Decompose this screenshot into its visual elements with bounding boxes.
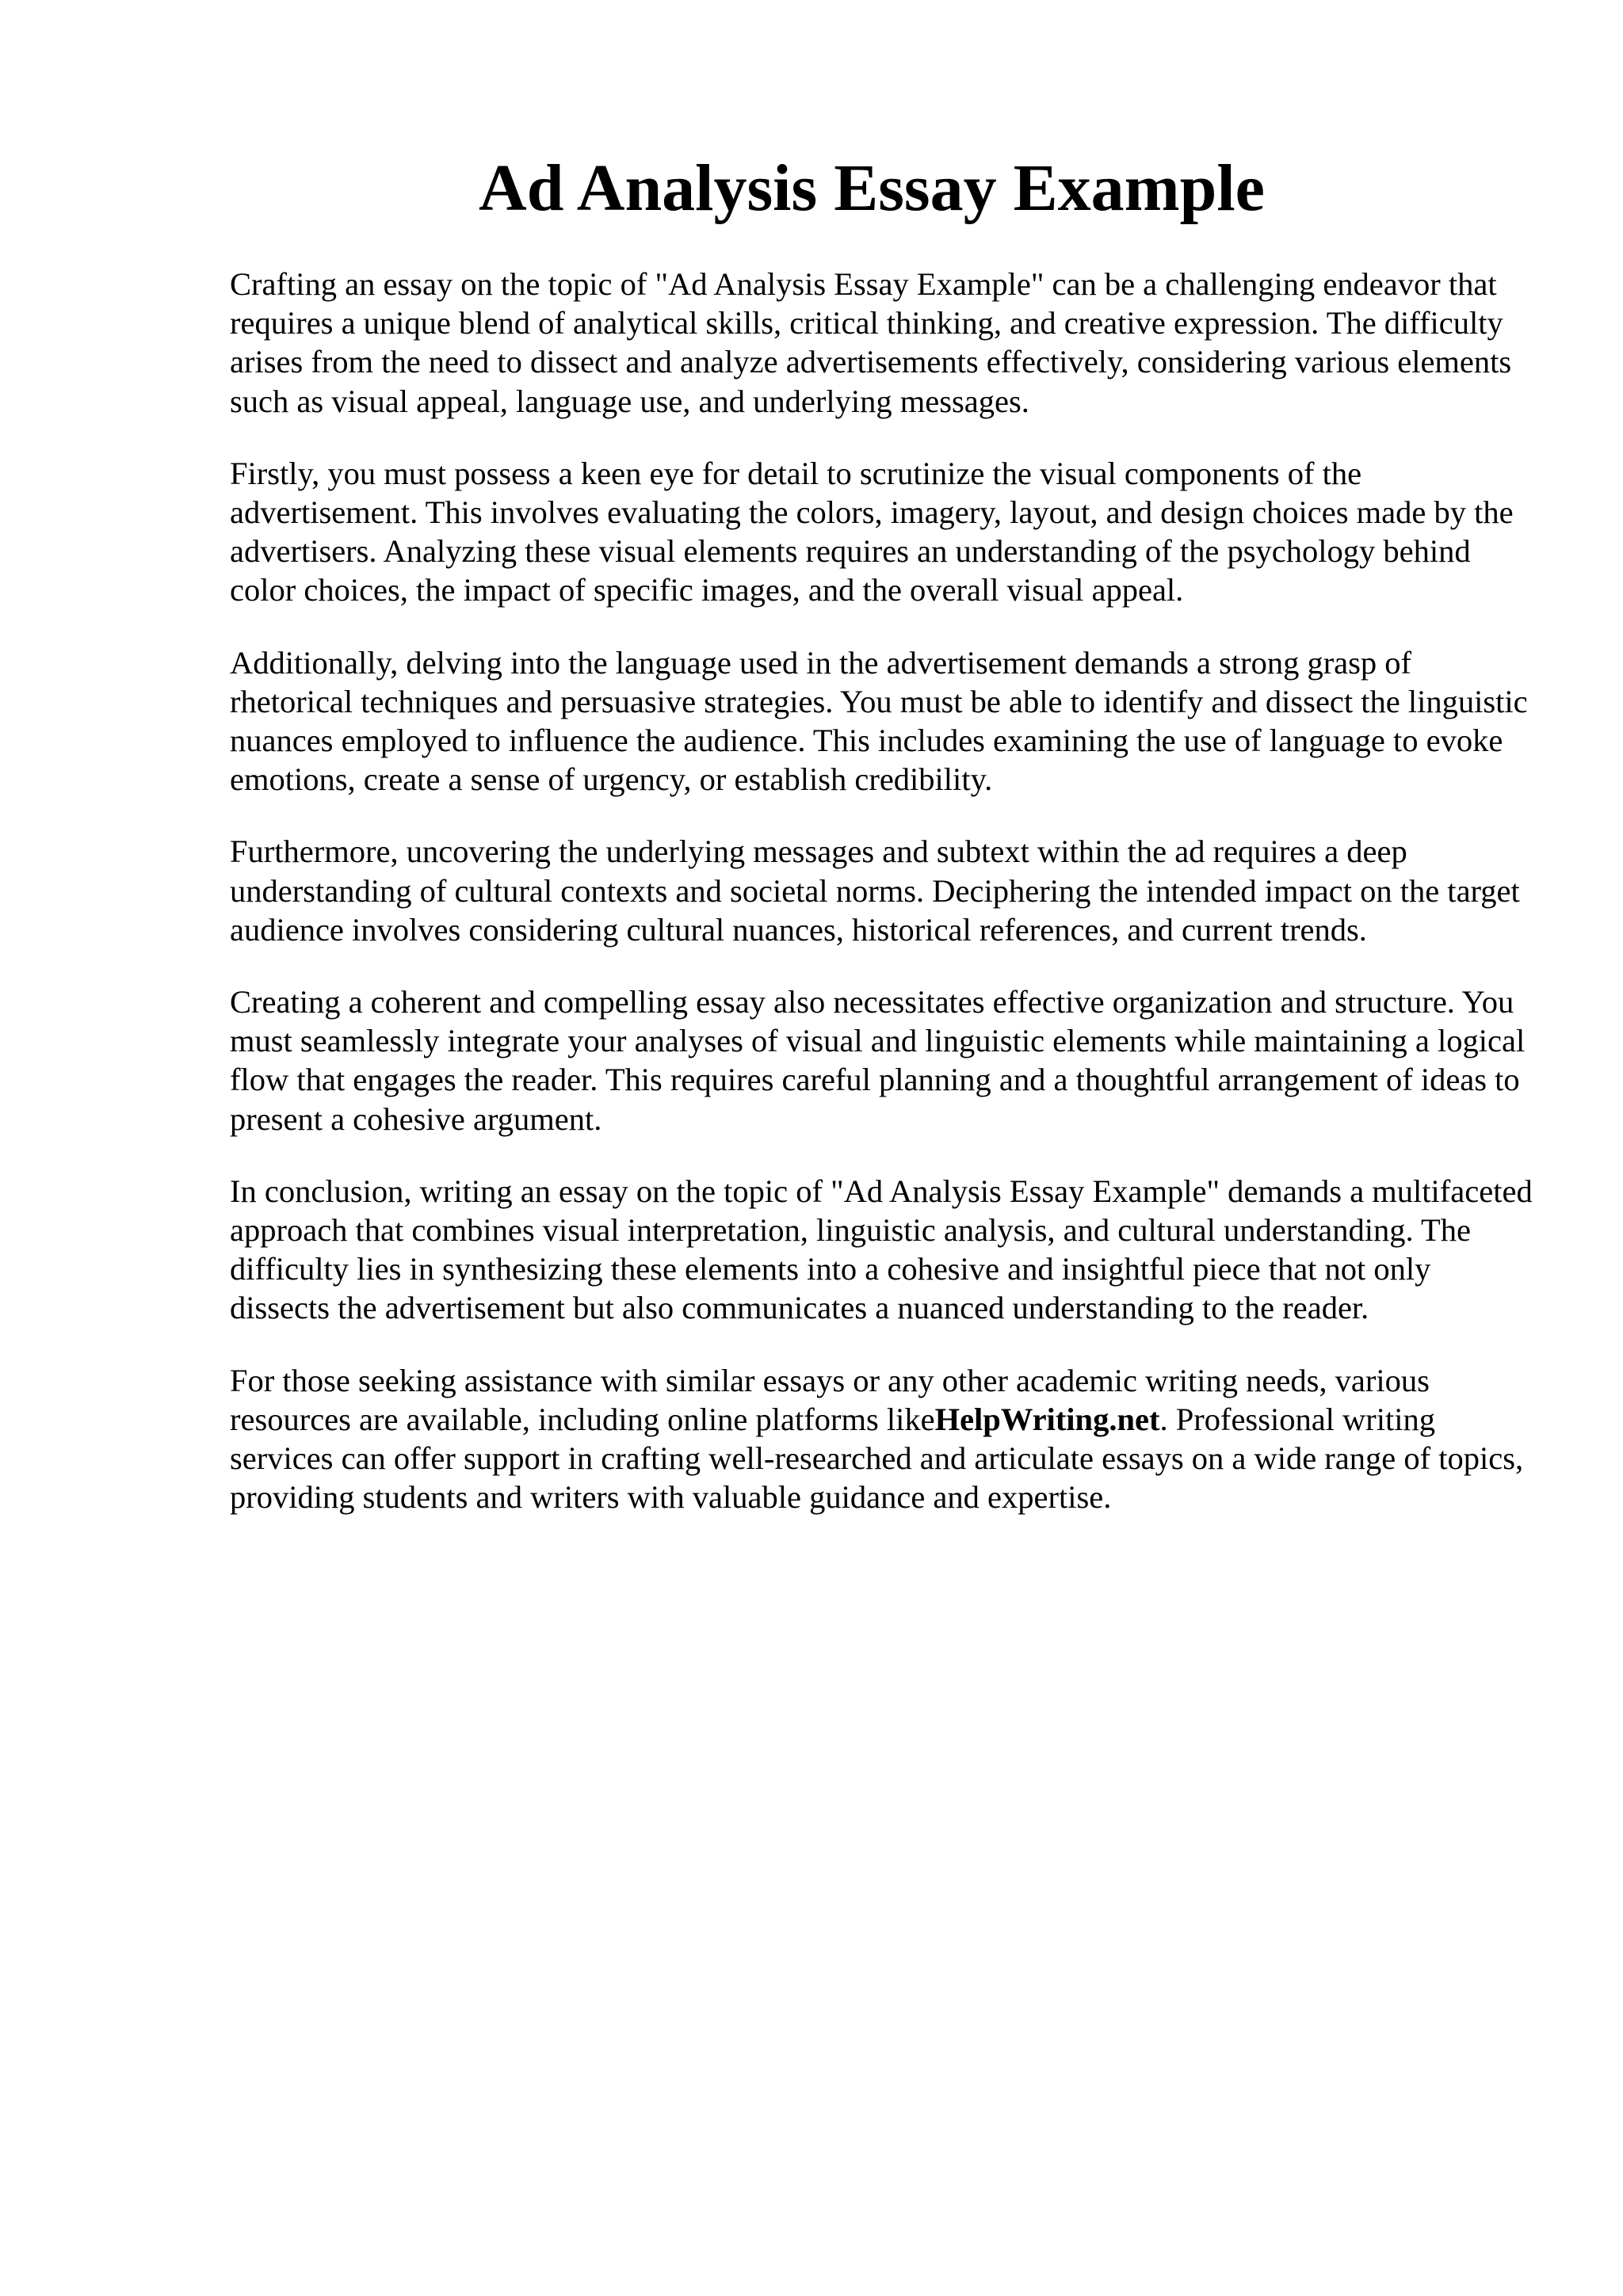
paragraph-intro: Crafting an essay on the topic of "Ad Analysis Essay Example" can be a challenging endeavor that requires a unique blend of analytical skills, critical thinking, and creative expression. The difficulty arises from the need to dissect and analyze advertisements effectively, considering various elements such as visual appeal, language use, and underlying messages. <box>230 266 1512 419</box>
document-title: Ad Analysis Essay Example <box>479 151 1265 225</box>
document-body <box>230 265 1537 1550</box>
paragraph-language: Additionally, delving into the language used in the advertisement demands a strong grasp of rhetorical techniques and persuasive strategies. You must be able to identify and dissect the linguistic nuances employed to influence the audience. This includes examining the use of language to evoke emotions, create a sense of urgency, or establish credibility. <box>230 644 1528 798</box>
paragraph-conclusion: In conclusion, writing an essay on the topic of "Ad Analysis Essay Example" demands a multifaceted approach that combines visual interpretation, linguistic analysis, and cultural understanding. The difficulty lies in synthesizing these elements into a cohesive and insightful piece that not only dissects the advertisement but also communicates a nuanced understanding to the reader. <box>230 1173 1533 1326</box>
paragraph-organization: Creating a coherent and compelling essay also necessitates effective organization and structure. You must seamlessly integrate your analyses of visual and linguistic elements while maintaining a logical flow that engages the reader. This requires careful planning and a thoughtful arrangement of ideas to present a cohesive argument. <box>230 984 1526 1137</box>
paragraph-underlying-messages: Furthermore, uncovering the underlying messages and subtext within the ad requires a deep understanding of cultural contexts and societal norms. Deciphering the intended impact on the target audience involves considering cultural nuances, historical references, and current trends. <box>230 833 1520 948</box>
closing-text-after-link: . Professional writing services can offer support in crafting well-researched and articulate essays on a wide range of topics, providing students and writers with valuable guidance and expertise. <box>230 1401 1524 1516</box>
helpwriting-link[interactable]: HelpWriting.net <box>934 1401 1160 1437</box>
closing-text-before-link: For those seeking assistance with similar essays or any other academic writing needs, various resources are available, including online platforms like <box>230 1362 1430 1437</box>
paragraph-closing <box>230 1361 1537 1517</box>
paragraph-visual-components: Firstly, you must possess a keen eye for detail to scrutinize the visual components of the advertisement. This involves evaluating the colors, imagery, layout, and design choices made by the advertisers. Analyzing these visual elements requires an understanding of the psychology behind color choices, the impact of specific images, and the overall visual appeal. <box>230 455 1514 608</box>
